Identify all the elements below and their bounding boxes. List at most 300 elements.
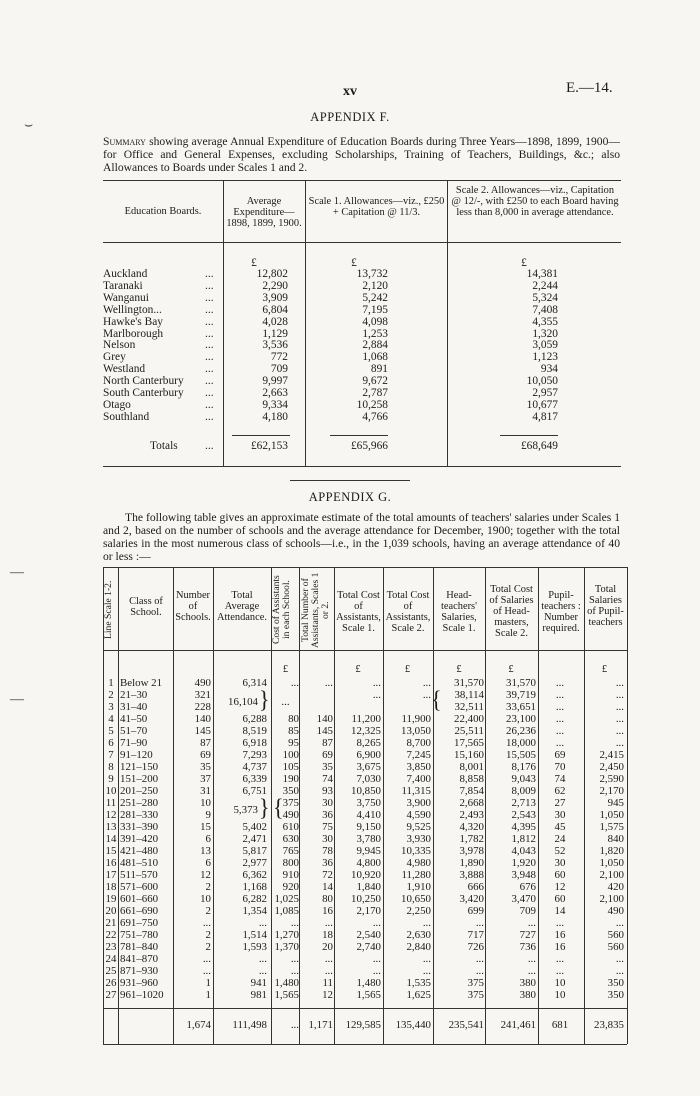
pupil-sal-cell: ... xyxy=(615,689,624,701)
num-assist-cell: 30 xyxy=(322,833,333,845)
tc1-cell: 1,480 xyxy=(356,977,381,989)
line-cell: 14 xyxy=(105,833,117,845)
table-row xyxy=(0,834,700,845)
pupil-sal-cell: 1,575 xyxy=(599,821,624,833)
head1-cell: 31,570 xyxy=(454,677,484,689)
table-row xyxy=(0,810,700,821)
schools-cell: 6 xyxy=(205,857,211,869)
leader-dots: ... xyxy=(205,398,214,411)
head1-cell: 2,493 xyxy=(459,809,484,821)
head2-cell: 380 xyxy=(519,977,536,989)
pupil-req-cell: 52 xyxy=(554,845,566,857)
table-row xyxy=(0,774,700,785)
col-header-cost-assist: Cost of Assistants in each School. xyxy=(271,575,292,645)
class-cell: 391–420 xyxy=(120,833,159,845)
class-cell: 601–660 xyxy=(120,893,159,905)
pupil-sal-cell: 1,050 xyxy=(599,857,624,869)
tc1-cell: ... xyxy=(372,953,381,965)
pupil-sal-cell: 560 xyxy=(607,941,624,953)
pupil-sal-cell: ... xyxy=(615,713,624,725)
num-assist-cell: ... xyxy=(324,953,333,965)
table-g-bottom-rule xyxy=(103,1044,627,1045)
col-header-tc1: Total Cost of Assistants, Scale 1. xyxy=(336,590,381,634)
scale1-value: 1,253 xyxy=(362,327,388,340)
total-tc2: 135,440 xyxy=(395,1019,431,1031)
leader-dots: ... xyxy=(205,291,214,304)
pupil-sal-cell: 420 xyxy=(607,881,624,893)
num-assist-cell: 36 xyxy=(322,857,333,869)
head1-cell: ... xyxy=(475,965,484,977)
head1-cell: 375 xyxy=(467,977,484,989)
tc1-cell: 9,150 xyxy=(356,821,381,833)
num-assist-cell: 18 xyxy=(322,929,333,941)
pupil-req-cell: 14 xyxy=(554,905,566,917)
total-cost-assist: ... xyxy=(290,1019,299,1031)
head1-cell: 666 xyxy=(467,881,484,893)
line-cell: 15 xyxy=(105,845,117,857)
tc1-cell: 4,410 xyxy=(356,809,381,821)
num-assist-cell: ... xyxy=(324,917,333,929)
scale1-value: 13,732 xyxy=(356,268,388,280)
unit-symbol: £ xyxy=(251,257,257,269)
tc1-cell: ... xyxy=(372,689,381,701)
schools-cell: 140 xyxy=(194,713,211,725)
attendance-cell: 6,339 xyxy=(242,773,267,785)
cost-assist-cell: 910 xyxy=(282,869,299,881)
average-value: 3,536 xyxy=(262,339,288,352)
num-assist-cell: 75 xyxy=(322,821,333,833)
attendance-cell: 1,168 xyxy=(242,881,267,893)
tc1-cell: 3,750 xyxy=(356,797,381,809)
pupil-sal-cell: ... xyxy=(615,737,624,749)
pupil-req-cell: 60 xyxy=(554,893,566,905)
num-assist-cell: 36 xyxy=(322,809,333,821)
scale1-value: 1,068 xyxy=(362,351,388,364)
average-value: 4,180 xyxy=(262,410,288,423)
pupil-req-cell: ... xyxy=(555,689,565,701)
schools-cell: ... xyxy=(202,953,211,965)
margin-dash: — xyxy=(10,692,24,707)
cost-assist-cell: 1,480 xyxy=(274,977,299,989)
line-cell: 7 xyxy=(108,749,114,761)
class-cell: 751–780 xyxy=(120,929,159,941)
head2-cell: 736 xyxy=(519,941,536,953)
total-rule xyxy=(232,435,290,436)
leader-dots: ... xyxy=(205,351,214,364)
scale2-value: 934 xyxy=(540,363,558,376)
class-cell: 251–280 xyxy=(120,797,159,809)
summary-text: showing average Annual Expenditure of Education Boards during Three Years—1898, 1899, 1900—for Office and General Expenses, excluding Scholarships, Training of Teachers, Buildings, &c.; also Allowances to Boards under Scales 1 and 2. xyxy=(103,135,620,174)
head2-cell: 3,948 xyxy=(511,869,536,881)
line-cell: 24 xyxy=(105,953,117,965)
attendance-cell: 941 xyxy=(250,977,267,989)
appendix-f-summary xyxy=(103,135,620,174)
class-cell: 31–40 xyxy=(120,701,148,713)
head1-cell: 1,890 xyxy=(459,857,484,869)
head2-cell: 727 xyxy=(519,929,536,941)
num-assist-cell: ... xyxy=(324,965,333,977)
head2-cell: ... xyxy=(527,917,536,929)
scale1-value: 5,242 xyxy=(362,291,388,304)
schools-cell: ... xyxy=(202,917,211,929)
tc2-cell: 7,400 xyxy=(406,773,431,785)
line-cell: 26 xyxy=(105,977,117,989)
schools-cell: 490 xyxy=(194,677,211,689)
leader-dots: ... xyxy=(205,315,214,328)
class-cell: 51–70 xyxy=(120,725,148,737)
line-cell: 3 xyxy=(108,701,114,713)
scale1-value: 7,195 xyxy=(362,303,388,316)
pupil-sal-cell: ... xyxy=(615,725,624,737)
head1-cell: 8,001 xyxy=(459,761,484,773)
table-row xyxy=(0,702,700,713)
table-row xyxy=(0,906,700,917)
average-value: 6,804 xyxy=(262,303,288,316)
cost-assist-cell: 105 xyxy=(282,761,299,773)
head1-cell: 699 xyxy=(467,905,484,917)
class-cell: 281–330 xyxy=(120,809,159,821)
pupil-req-cell: ... xyxy=(555,713,565,725)
board-name: Nelson xyxy=(103,339,136,352)
attendance-cell: 4,737 xyxy=(242,761,267,773)
pupil-sal-cell: 2,100 xyxy=(599,893,624,905)
schools-cell: 13 xyxy=(200,845,211,857)
page-number: xv xyxy=(343,84,357,99)
tc2-cell: ... xyxy=(422,677,431,689)
col-header-scale1: Scale 1. Allowances—viz., £250 + Capitation @ 11/3. xyxy=(308,196,445,218)
totals-scale2: £68,649 xyxy=(520,440,558,452)
schools-cell: 31 xyxy=(200,785,211,797)
head2-cell: 8,009 xyxy=(511,785,536,797)
scale1-value: 2,120 xyxy=(362,279,388,292)
class-cell: 931–960 xyxy=(120,977,159,989)
total-pupil-sal: 23,835 xyxy=(594,1019,624,1031)
attendance-cell: 5,402 xyxy=(242,821,267,833)
line-cell: 20 xyxy=(105,905,117,917)
class-cell: 121–150 xyxy=(120,761,159,773)
col-header-pupil-sal: Total Salaries of Pupil-teachers xyxy=(587,584,624,628)
scale2-value: 10,050 xyxy=(526,375,558,388)
leader-dots: ... xyxy=(205,268,214,280)
board-name: Grey xyxy=(103,351,126,364)
class-cell: 781–840 xyxy=(120,941,159,953)
cost-assist-cell: 350 xyxy=(282,785,299,797)
line-cell: 19 xyxy=(105,893,117,905)
tc2-cell: 4,980 xyxy=(406,857,431,869)
cost-assist-cell: ... xyxy=(290,965,299,977)
scale1-value: 2,884 xyxy=(362,339,388,352)
col-header-average: Average Expenditure—1898, 1899, 1900. xyxy=(226,196,302,229)
board-name: Wanganui xyxy=(103,291,149,304)
schools-cell: 37 xyxy=(200,773,211,785)
table-row xyxy=(0,762,700,773)
class-cell: 21–30 xyxy=(120,689,148,701)
table-row xyxy=(0,738,700,749)
class-cell: 151–200 xyxy=(120,773,159,785)
cost-assist-cell: 375 xyxy=(282,797,299,809)
pupil-sal-cell: ... xyxy=(615,953,624,965)
class-cell: 71–90 xyxy=(120,737,148,749)
tc1-cell: 10,850 xyxy=(351,785,381,797)
head2-cell: 33,651 xyxy=(506,701,536,713)
head1-cell: 717 xyxy=(467,929,484,941)
totals-average: £62,153 xyxy=(250,440,288,452)
page-reference: E.—14. xyxy=(566,80,613,96)
board-name: Wellington... xyxy=(103,303,162,316)
head1-cell: 17,565 xyxy=(454,737,484,749)
attendance-cell: 6,918 xyxy=(242,737,267,749)
pupil-sal-cell: 2,450 xyxy=(599,761,624,773)
total-rule xyxy=(330,435,388,436)
scale1-value: 4,766 xyxy=(362,410,388,423)
totals-label: Totals xyxy=(150,440,178,452)
pupil-req-cell: 16 xyxy=(554,941,566,953)
pupil-req-cell: 10 xyxy=(554,977,566,989)
average-value: 772 xyxy=(270,351,288,364)
head1-cell: 375 xyxy=(467,989,484,1001)
head1-cell: 8,858 xyxy=(459,773,484,785)
average-value: 1,129 xyxy=(262,327,288,340)
line-cell: 9 xyxy=(108,773,114,785)
head2-cell: 3,470 xyxy=(511,893,536,905)
table-row xyxy=(0,990,700,1001)
section-divider xyxy=(290,480,410,481)
schools-cell: 6 xyxy=(205,833,211,845)
table-f-header-rule xyxy=(103,242,621,243)
tc1-cell: 2,540 xyxy=(356,929,381,941)
scale2-value: 4,355 xyxy=(532,315,558,328)
num-assist-cell: 16 xyxy=(322,905,333,917)
schools-cell: ... xyxy=(202,965,211,977)
leader-dots: ... xyxy=(205,375,214,388)
tc2-cell: 1,910 xyxy=(406,881,431,893)
line-cell: 11 xyxy=(105,797,117,809)
head2-cell: 15,505 xyxy=(506,749,536,761)
cost-assist-cell: 490 xyxy=(282,809,299,821)
schools-cell: 2 xyxy=(205,905,211,917)
line-cell: 16 xyxy=(105,857,117,869)
board-name: Taranaki xyxy=(103,279,143,292)
tc2-cell: 1,625 xyxy=(406,989,431,1001)
line-cell: 22 xyxy=(105,929,117,941)
schools-cell: 35 xyxy=(200,761,211,773)
brace-glyph: } xyxy=(259,793,270,822)
schools-cell: 10 xyxy=(200,893,211,905)
cost-assist-cell: 765 xyxy=(282,845,299,857)
board-name: Otago xyxy=(103,398,131,411)
attendance-cell: 1,514 xyxy=(242,929,267,941)
pupil-sal-cell: ... xyxy=(615,701,624,713)
class-cell: 511–570 xyxy=(120,869,158,881)
table-f-top-rule xyxy=(103,180,621,181)
total-rule xyxy=(500,435,558,436)
line-cell: 8 xyxy=(108,761,114,773)
pupil-sal-cell: 1,820 xyxy=(599,845,624,857)
pupil-req-cell: 30 xyxy=(554,857,566,869)
col-header-scale2: Scale 2. Allowances—viz., Capitation @ 12/-, with £250 to each Board having less than 8,000 in average attendance. xyxy=(451,185,619,218)
head1-cell: 2,668 xyxy=(459,797,484,809)
col-header-attendance: Total Average Attendance. xyxy=(217,590,267,623)
margin-dash: — xyxy=(10,565,24,580)
pupil-req-cell: 24 xyxy=(554,833,566,845)
line-cell: 21 xyxy=(105,917,117,929)
class-cell: 571–600 xyxy=(120,881,159,893)
line-cell: 2 xyxy=(108,689,114,701)
tc2-cell: ... xyxy=(422,917,431,929)
schools-cell: 1 xyxy=(205,977,211,989)
cost-assist-cell: 1,565 xyxy=(274,989,299,1001)
table-row xyxy=(0,930,700,941)
head2-cell: 2,543 xyxy=(511,809,536,821)
table-f-col-rule xyxy=(305,180,306,466)
pupil-req-cell: 12 xyxy=(554,881,566,893)
scale2-value: 7,408 xyxy=(532,303,558,316)
attendance-cell: ... xyxy=(258,965,267,977)
attendance-cell: 6,751 xyxy=(242,785,267,797)
table-row xyxy=(0,918,700,929)
leader-dots: ... xyxy=(205,339,214,352)
cost-assist-cell: ... xyxy=(290,917,299,929)
class-cell: 41–50 xyxy=(120,713,148,725)
pupil-req-cell: ... xyxy=(555,953,565,965)
schools-cell: 2 xyxy=(205,941,211,953)
totals-dots: ... xyxy=(205,440,214,452)
line-cell: 5 xyxy=(108,725,114,737)
head1-cell: 726 xyxy=(467,941,484,953)
board-name: Westland xyxy=(103,363,146,376)
head2-cell: 380 xyxy=(519,989,536,1001)
attendance-cell: 5,817 xyxy=(242,845,267,857)
table-f-col-rule xyxy=(447,180,448,466)
cost-assist-cell: 1,370 xyxy=(274,941,299,953)
table-row xyxy=(0,714,700,725)
brace-glyph: { xyxy=(431,685,442,714)
tc1-cell: 3,675 xyxy=(356,761,381,773)
average-value: 12,802 xyxy=(256,268,288,280)
cost-assist-cell: ... xyxy=(290,677,299,689)
col-header-boards: Education Boards. xyxy=(124,206,202,217)
pupil-req-cell: 60 xyxy=(554,869,566,881)
tc2-cell: 11,900 xyxy=(401,713,431,725)
unit-symbol: £ xyxy=(282,664,289,675)
tc2-cell: 11,315 xyxy=(401,785,431,797)
head2-cell: 18,000 xyxy=(506,737,536,749)
tc1-cell: 6,900 xyxy=(356,749,381,761)
num-assist-cell: 87 xyxy=(322,737,333,749)
board-name: Hawke's Bay xyxy=(103,315,163,328)
col-header-num-assist: Total Number of Assistants, Scales 1 or 2. xyxy=(300,572,331,648)
tc1-cell: 10,250 xyxy=(351,893,381,905)
schools-cell: 69 xyxy=(200,749,211,761)
line-cell: 6 xyxy=(108,737,114,749)
average-value: 9,997 xyxy=(262,375,288,388)
total-head2: 241,461 xyxy=(500,1019,536,1031)
unit-symbol: £ xyxy=(508,664,514,675)
unit-symbol: £ xyxy=(404,664,411,675)
attendance-cell: 7,293 xyxy=(242,749,267,761)
unit-symbol: £ xyxy=(355,664,361,675)
class-cell: 421–480 xyxy=(120,845,159,857)
tc1-cell: 3,780 xyxy=(356,833,381,845)
attendance-cell: 6,314 xyxy=(242,677,267,689)
leader-dots: ... xyxy=(205,279,214,292)
cost-assist-cell: 800 xyxy=(282,857,299,869)
cost-assist-cell: ... xyxy=(290,953,299,965)
board-name: North Canterbury xyxy=(103,375,184,388)
table-row xyxy=(0,966,700,977)
pupil-sal-cell: 2,170 xyxy=(599,785,624,797)
head2-cell: 676 xyxy=(519,881,536,893)
cost-assist-cell: 1,025 xyxy=(274,893,299,905)
attendance-cell: 2,977 xyxy=(242,857,267,869)
pupil-sal-cell: 560 xyxy=(607,929,624,941)
class-cell: 961–1020 xyxy=(120,989,164,1001)
col-header-line: Line Scale 1-2. xyxy=(103,580,114,640)
cost-assist-cell: 95 xyxy=(288,737,299,749)
pupil-req-cell: ... xyxy=(555,701,565,713)
head2-cell: 39,719 xyxy=(506,689,536,701)
tc1-cell: 8,265 xyxy=(356,737,381,749)
board-name: South Canterbury xyxy=(103,387,184,399)
head1-cell: 22,400 xyxy=(454,713,484,725)
attendance-cell: 981 xyxy=(250,989,267,1001)
pupil-sal-cell: 2,100 xyxy=(599,869,624,881)
head1-cell: 3,888 xyxy=(459,869,484,881)
pupil-req-cell: 62 xyxy=(554,785,566,797)
num-assist-cell: 140 xyxy=(316,713,333,725)
attendance-cell: 8,519 xyxy=(242,725,267,737)
brace-glyph: } xyxy=(259,685,270,714)
schools-cell: 1 xyxy=(205,989,211,1001)
head1-cell: 3,978 xyxy=(459,845,484,857)
pupil-req-cell: 16 xyxy=(554,929,566,941)
table-row xyxy=(0,858,700,869)
schools-cell: 2 xyxy=(205,881,211,893)
pupil-sal-cell: 350 xyxy=(607,989,624,1001)
pupil-sal-cell: ... xyxy=(615,677,624,689)
total-schools: 1,674 xyxy=(186,1019,211,1031)
leader-dots: ... xyxy=(205,327,214,340)
pupil-req-cell: ... xyxy=(555,917,565,929)
col-header-head2: Total Cost of Salaries of Head-masters, Scale 2. xyxy=(489,584,534,639)
col-header-schools: Number of Schools. xyxy=(175,590,211,623)
tc1-cell: 11,200 xyxy=(351,713,381,725)
head2-cell: 709 xyxy=(519,905,536,917)
schools-cell: 321 xyxy=(194,689,211,701)
head2-cell: 4,395 xyxy=(511,821,536,833)
num-assist-cell: ... xyxy=(324,677,333,689)
tc1-cell: 2,170 xyxy=(356,905,381,917)
tc1-cell: ... xyxy=(372,917,381,929)
head1-cell: 7,854 xyxy=(459,785,484,797)
line-cell: 12 xyxy=(105,809,117,821)
attendance-cell: ... xyxy=(258,917,267,929)
cost-assist-cell: 630 xyxy=(282,833,299,845)
attendance-merged: 16,104 xyxy=(228,696,258,708)
num-assist-cell: 30 xyxy=(322,797,333,809)
class-cell: Below 21 xyxy=(120,677,163,689)
num-assist-cell: 69 xyxy=(322,749,333,761)
table-row xyxy=(0,882,700,893)
head2-cell: 4,043 xyxy=(511,845,536,857)
pupil-req-cell: 69 xyxy=(554,749,566,761)
class-cell: 91–120 xyxy=(120,749,153,761)
tc1-cell: 2,740 xyxy=(356,941,381,953)
tc2-cell: 3,850 xyxy=(406,761,431,773)
head2-cell: ... xyxy=(527,953,536,965)
table-row xyxy=(0,798,700,809)
scale2-value: 1,320 xyxy=(532,327,558,340)
